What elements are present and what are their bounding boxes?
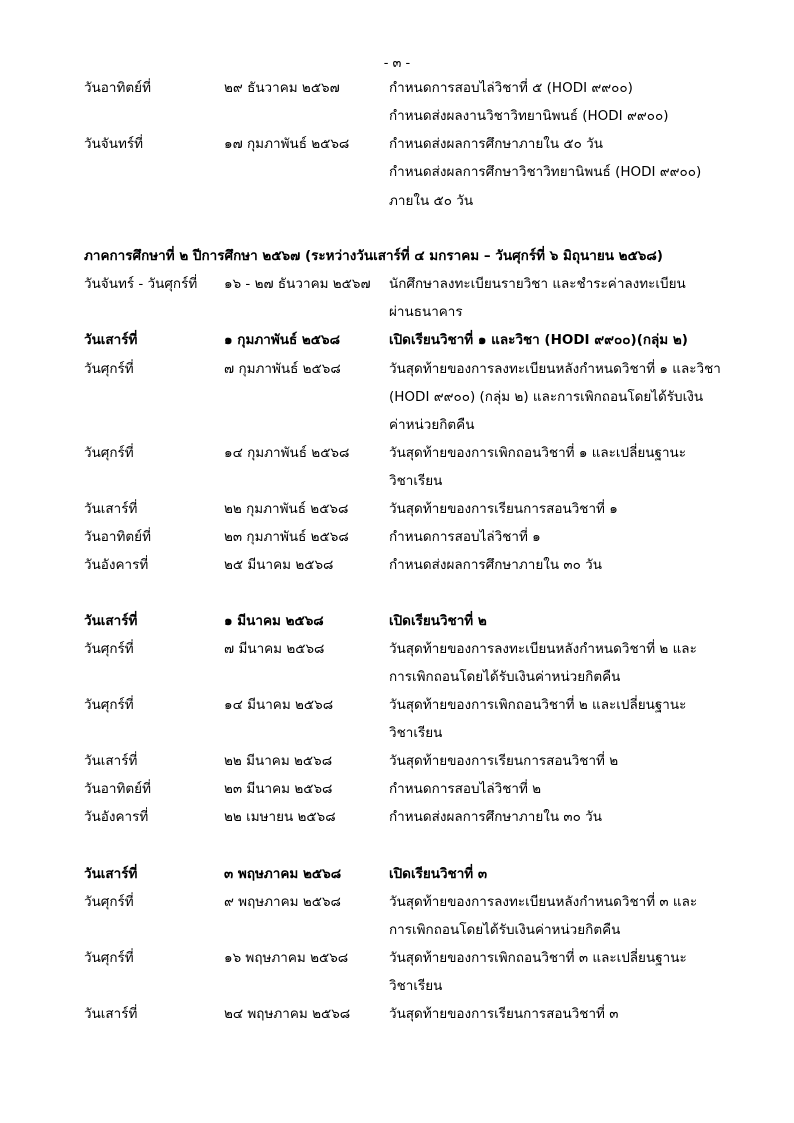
day-cell: วันเสาร์ที่ [84,332,138,348]
description-cell: วิชาเรียน [389,473,443,489]
schedule-row [84,635,724,663]
schedule-row [84,495,724,523]
description-cell: วันสุดท้ายของการเพิกถอนวิชาที่ ๓ และเปลี่ยนฐานะ [389,950,687,966]
date-cell: ๑๔ กุมภาพันธ์ ๒๕๖๘ [224,445,350,461]
schedule-row [84,158,724,186]
schedule-row [84,74,724,102]
description-cell: กำหนดการสอบไล่วิชาที่ ๑ [389,529,541,545]
description-cell: ค่าหน่วยกิตคืน [389,417,475,433]
date-cell: ๒๒ กุมภาพันธ์ ๒๕๖๘ [224,501,349,517]
schedule-row [84,916,724,944]
description-cell: ผ่านธนาคาร [389,304,463,320]
schedule-row [84,467,724,495]
day-cell: วันเสาร์ที่ [84,753,138,769]
description-cell: วันสุดท้ายของการลงทะเบียนหลังกำหนดวิชาที่ ๒ และ [389,641,697,657]
date-cell: ๑๖ - ๒๗ ธันวาคม ๒๕๖๗ [224,276,371,292]
day-cell: วันจันทร์ - วันศุกร์ที่ [84,276,198,292]
day-cell: วันอาทิตย์ที่ [84,781,151,797]
description-cell: กำหนดส่งผลการศึกษาภายใน ๓๐ วัน [389,557,602,573]
schedule-row [84,523,724,551]
day-cell: วันเสาร์ที่ [84,866,138,882]
description-cell: วันสุดท้ายของการเพิกถอนวิชาที่ ๑ และเปลี่ยนฐานะ [389,445,687,461]
schedule-row [84,102,724,130]
schedule-row [84,411,724,439]
day-cell: วันศุกร์ที่ [84,641,134,657]
day-cell: วันอาทิตย์ที่ [84,529,151,545]
schedule-row [84,383,724,411]
description-cell: วันสุดท้ายของการลงทะเบียนหลังกำหนดวิชาที่ ๑ และวิชา [389,361,721,377]
date-cell: ๙ พฤษภาคม ๒๕๖๘ [224,894,341,910]
day-cell: วันศุกร์ที่ [84,697,134,713]
schedule-row [84,326,724,354]
day-cell: วันเสาร์ที่ [84,501,138,517]
date-cell: ๑๔ มีนาคม ๒๕๖๘ [224,697,334,713]
schedule-row [84,355,724,383]
schedule-row [84,187,724,215]
date-cell: ๗ มีนาคม ๒๕๖๘ [224,641,325,657]
description-cell: กำหนดส่งผลการศึกษาภายใน ๕๐ วัน [389,136,603,152]
day-cell: วันอาทิตย์ที่ [84,80,151,96]
date-cell: ๗ กุมภาพันธ์ ๒๕๖๘ [224,361,341,377]
description-cell: การเพิกถอนโดยได้รับเงินค่าหน่วยกิตคืน [389,922,621,938]
schedule-row [84,607,724,635]
description-cell: เปิดเรียนวิชาที่ ๓ [389,866,488,882]
description-cell: เปิดเรียนวิชาที่ ๑ และวิชา (HODI ๙๙๐๐)(กลุ่ม ๒) [389,332,688,348]
day-cell: วันศุกร์ที่ [84,894,134,910]
schedule-row [84,888,724,916]
date-cell: ๒๓ กุมภาพันธ์ ๒๕๖๘ [224,529,349,545]
description-cell: กำหนดส่งผลการศึกษาวิชาวิทยานิพนธ์ (HODI ๙๙๐๐) [389,164,702,180]
schedule-row [84,270,724,298]
day-cell: วันศุกร์ที่ [84,445,134,461]
description-cell: ภายใน ๕๐ วัน [389,193,474,209]
description-cell: กำหนดส่งผลการศึกษาภายใน ๓๐ วัน [389,809,602,825]
description-cell: นักศึกษาลงทะเบียนรายวิชา และชำระค่าลงทะเบียน [389,276,686,292]
schedule-row [84,944,724,972]
schedule-row [84,691,724,719]
day-cell: วันเสาร์ที่ [84,613,138,629]
date-cell: ๑๗ กุมภาพันธ์ ๒๕๖๘ [224,136,350,152]
schedule-row [84,551,724,579]
date-cell: ๓ พฤษภาคม ๒๕๖๘ [224,866,342,882]
day-cell: วันอังคารที่ [84,557,149,573]
date-cell: ๒๓ มีนาคม ๒๕๖๘ [224,781,333,797]
description-cell: วิชาเรียน [389,725,443,741]
schedule-row [84,860,724,888]
description-cell: (HODI ๙๙๐๐) (กลุ่ม ๒) และการเพิกถอนโดยได้รับเงิน [389,389,704,405]
description-cell: วันสุดท้ายของการลงทะเบียนหลังกำหนดวิชาที่ ๓ และ [389,894,698,910]
date-cell: ๑๖ พฤษภาคม ๒๕๖๘ [224,950,349,966]
description-cell: กำหนดการสอบไล่วิชาที่ ๒ [389,781,542,797]
date-cell: ๒๒ เมษายน ๒๕๖๘ [224,809,336,825]
schedule-row [84,775,724,803]
description-cell: วันสุดท้ายของการเรียนการสอนวิชาที่ ๑ [389,501,618,517]
date-cell: ๒๙ ธันวาคม ๒๕๖๗ [224,80,340,96]
day-cell: วันจันทร์ที่ [84,136,143,152]
description-cell: วันสุดท้ายของการเพิกถอนวิชาที่ ๒ และเปลี่ยนฐานะ [389,697,687,713]
description-cell: การเพิกถอนโดยได้รับเงินค่าหน่วยกิตคืน [389,669,621,685]
description-cell: วันสุดท้ายของการเรียนการสอนวิชาที่ ๒ [389,753,619,769]
date-cell: ๒๕ มีนาคม ๒๕๖๘ [224,557,334,573]
schedule-row [84,663,724,691]
description-cell: วันสุดท้ายของการเรียนการสอนวิชาที่ ๓ [389,1006,619,1022]
date-cell: ๒๔ พฤษภาคม ๒๕๖๘ [224,1006,351,1022]
day-cell: วันอังคารที่ [84,809,149,825]
schedule-row [84,719,724,747]
day-cell: วันศุกร์ที่ [84,361,134,377]
schedule-row [84,803,724,831]
date-cell: ๒๒ มีนาคม ๒๕๖๘ [224,753,333,769]
page-number: - ๓ - [383,56,411,71]
schedule-row [84,1000,724,1028]
schedule-row [84,439,724,467]
day-cell: วันศุกร์ที่ [84,950,134,966]
description-cell: กำหนดการสอบไล่วิชาที่ ๕ (HODI ๙๙๐๐) [389,80,633,96]
day-cell: วันเสาร์ที่ [84,1006,138,1022]
schedule-row [84,130,724,158]
date-cell: ๑ มีนาคม ๒๕๖๘ [224,613,324,629]
schedule-row [84,972,724,1000]
description-cell: เปิดเรียนวิชาที่ ๒ [389,613,487,629]
schedule-row [84,747,724,775]
description-cell: วิชาเรียน [389,978,443,994]
description-cell: กำหนดส่งผลงานวิชาวิทยานิพนธ์ (HODI ๙๙๐๐) [389,108,669,124]
schedule-row [84,298,724,326]
date-cell: ๑ กุมภาพันธ์ ๒๕๖๘ [224,332,340,348]
semester-heading: ภาคการศึกษาที่ ๒ ปีการศึกษา ๒๕๖๗ (ระหว่างวันเสาร์ที่ ๔ มกราคม – วันศุกร์ที่ ๖ มิถุนายน ๒๕๖๘) [84,248,663,264]
